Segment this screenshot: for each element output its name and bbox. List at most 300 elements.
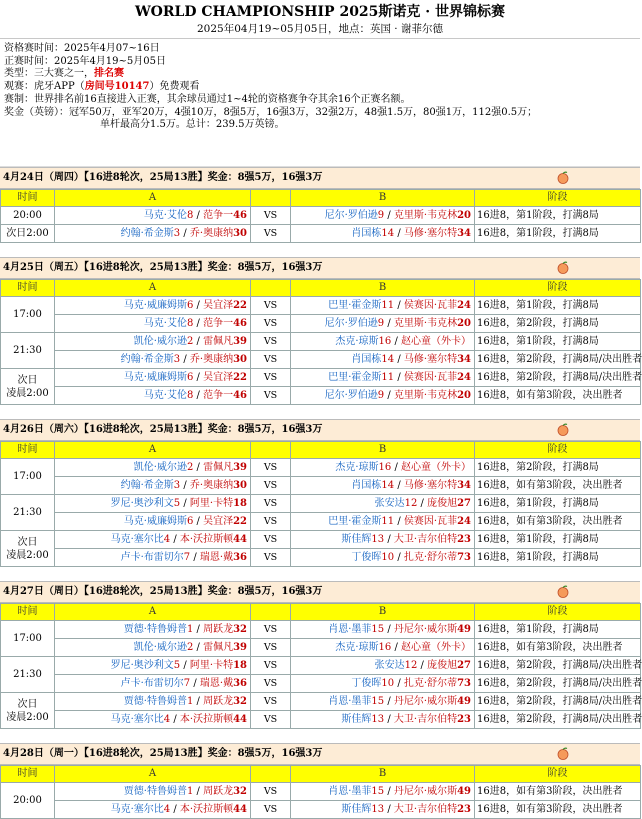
separator: / (391, 336, 401, 347)
seed-number: 15 (371, 786, 385, 797)
opponent-name: 大卫·吉尔伯特 (393, 534, 458, 545)
player-name: 肖国栋 (351, 228, 382, 239)
match-row (1, 693, 641, 711)
vs-label: VS (251, 675, 291, 693)
player-name: 尼尔·罗伯逊 (324, 210, 378, 221)
seed-number: 16 (378, 462, 392, 473)
player-a-cell (55, 801, 251, 819)
column-header-row (1, 280, 641, 297)
column-header-row (1, 766, 641, 783)
player-b-cell (291, 693, 475, 711)
vs-label: VS (251, 225, 291, 243)
day-header (0, 419, 640, 441)
rank-number: 27 (457, 498, 471, 509)
player-name: 约翰·希金斯 (120, 228, 174, 239)
rank-number: 23 (457, 804, 471, 815)
column-header-a: A (55, 604, 251, 621)
separator: / (170, 804, 180, 815)
match-row (1, 207, 641, 225)
player-name: 约翰·希金斯 (120, 480, 174, 491)
opponent-name: 范争一 (203, 318, 234, 329)
player-a-cell (55, 657, 251, 675)
player-name: 凯伦·威尔逊 (133, 462, 187, 473)
column-header-a: A (55, 190, 251, 207)
seed-number: 8 (186, 210, 194, 221)
column-header-b: B (291, 190, 475, 207)
seed-number: 2 (186, 462, 194, 473)
player-b-cell (291, 495, 475, 513)
rank-number: 32 (233, 624, 247, 635)
column-header-stage: 阶段 (475, 766, 641, 783)
seed-number: 14 (381, 480, 395, 491)
match-stage: 16进8，如有第3阶段，决出胜者 (475, 513, 641, 531)
match-time: 20:00 (1, 207, 55, 225)
player-b-cell (291, 315, 475, 333)
section-gap (0, 243, 640, 257)
match-stage: 16进8，第2阶段，打满8局/决出胜者 (475, 657, 641, 675)
separator: / (193, 516, 204, 527)
match-row (1, 333, 641, 351)
vs-label: VS (251, 711, 291, 729)
player-name: 马克·塞尔比 (110, 534, 164, 545)
player-b-cell (291, 225, 475, 243)
day-header (0, 167, 640, 189)
schedule-table (0, 189, 641, 243)
column-header-vs (251, 280, 291, 297)
player-b-cell (291, 657, 475, 675)
vs-label: VS (251, 459, 291, 477)
player-a-cell (55, 621, 251, 639)
match-time: 21:30 (1, 495, 55, 531)
rank-number: 22 (233, 516, 247, 527)
day-header-text: 4月25日（周五）【16进8轮次，25局13胜】奖金：8强5万，16强3万 (3, 262, 323, 273)
column-header-vs (251, 604, 291, 621)
match-row (1, 351, 641, 369)
peach-icon (556, 171, 570, 184)
opponent-name: 赵心童（外卡） (401, 462, 471, 473)
match-stage: 16进8，第1阶段，打满8局 (475, 225, 641, 243)
opponent-name: 吴宜泽 (203, 300, 234, 311)
player-name: 贾德·特鲁姆普 (123, 624, 187, 635)
player-name: 杰克·琼斯 (335, 336, 379, 347)
rank-number: 24 (457, 372, 471, 383)
day-header (0, 743, 640, 765)
day-header-text: 4月26日（周六）【16进8轮次，25局13胜】奖金：8强5万，16强3万 (3, 424, 323, 435)
schedule-table (0, 441, 641, 567)
match-stage: 16进8，第2阶段，打满8局/决出胜者 (475, 675, 641, 693)
match-stage: 16进8，第1阶段，打满8局 (475, 297, 641, 315)
vs-label: VS (251, 495, 291, 513)
opponent-name: 马修·塞尔特 (403, 354, 458, 365)
player-name: 肖国栋 (351, 354, 382, 365)
day-section (0, 581, 640, 729)
opponent-name: 瑞恩·戴 (199, 552, 234, 563)
vs-label: VS (251, 621, 291, 639)
separator: / (193, 624, 204, 635)
player-name: 杰克·琼斯 (335, 642, 379, 653)
player-a-cell (55, 459, 251, 477)
player-name: 马克·威廉姆斯 (123, 372, 187, 383)
player-a-cell (55, 783, 251, 801)
day-section (0, 257, 640, 405)
seed-number: 7 (183, 678, 191, 689)
day-header-text: 4月27日（周日）【16进8轮次，25局13胜】奖金：8强5万，16强3万 (3, 586, 323, 597)
separator: / (193, 300, 204, 311)
match-row (1, 549, 641, 567)
player-a-cell (55, 315, 251, 333)
column-header-b: B (291, 280, 475, 297)
player-name: 杰克·琼斯 (335, 462, 379, 473)
player-name: 斯佳辉 (341, 714, 372, 725)
column-header-a: A (55, 766, 251, 783)
player-b-cell (291, 711, 475, 729)
rank-number: 30 (233, 228, 247, 239)
player-name: 罗尼·奥沙利文 (110, 498, 174, 509)
day-header-text: 4月28日（周一）【16进8轮次，25局13胜】奖金：8强5万，16强3万 (3, 748, 323, 759)
vs-label: VS (251, 801, 291, 819)
rank-number: 22 (233, 372, 247, 383)
page-subtitle: 2025年04月19~05月05日，地点：英国 · 谢菲尔德 (197, 23, 443, 35)
vs-label: VS (251, 693, 291, 711)
separator: / (384, 390, 394, 401)
column-header-row (1, 442, 641, 459)
separator: / (394, 228, 404, 239)
separator: / (391, 642, 401, 653)
opponent-name: 吴宜泽 (203, 516, 234, 527)
seed-number: 13 (371, 534, 385, 545)
column-header-time: 时间 (1, 604, 55, 621)
player-a-cell (55, 675, 251, 693)
match-stage: 16进8，第2阶段，打满8局/决出胜者 (475, 711, 641, 729)
seed-number: 1 (186, 696, 194, 707)
rank-number: 24 (457, 516, 471, 527)
player-b-cell (291, 531, 475, 549)
player-name: 马克·威廉姆斯 (123, 516, 187, 527)
player-name: 尼尔·罗伯逊 (324, 318, 378, 329)
seed-number: 8 (186, 390, 194, 401)
opponent-name: 扎克·舒尔蒂 (403, 552, 458, 563)
match-time: 次日2:00 (1, 225, 55, 243)
seed-number: 9 (377, 390, 385, 401)
vs-label: VS (251, 513, 291, 531)
day-header-text: 4月24日（周四）【16进8轮次，25局13胜】奖金：8强5万，16强3万 (3, 172, 323, 183)
seed-number: 7 (183, 552, 191, 563)
player-a-cell (55, 351, 251, 369)
vs-label: VS (251, 531, 291, 549)
seed-number: 3 (173, 228, 181, 239)
player-a-cell (55, 711, 251, 729)
rank-number: 49 (457, 624, 471, 635)
opponent-name: 本·沃拉斯顿 (179, 804, 234, 815)
match-stage: 16进8，第1阶段，打满8局 (475, 333, 641, 351)
player-a-cell (55, 477, 251, 495)
section-gap (0, 729, 640, 743)
opponent-name: 侯赛因·瓦菲 (403, 372, 458, 383)
rank-number: 27 (457, 660, 471, 671)
match-row (1, 369, 641, 387)
separator: / (180, 480, 190, 491)
player-b-cell (291, 801, 475, 819)
seed-number: 3 (173, 480, 181, 491)
peach-icon (556, 423, 570, 436)
rank-number: 32 (233, 696, 247, 707)
rank-number: 39 (233, 336, 247, 347)
seed-number: 12 (404, 498, 418, 509)
match-time: 次日 凌晨2:00 (1, 369, 55, 405)
schedule-table (0, 765, 641, 819)
column-header-time: 时间 (1, 280, 55, 297)
player-a-cell (55, 297, 251, 315)
rank-number: 20 (457, 210, 471, 221)
match-time: 次日 凌晨2:00 (1, 693, 55, 729)
seed-number: 9 (377, 318, 385, 329)
player-name: 肖恩·墨菲 (328, 696, 372, 707)
match-row (1, 531, 641, 549)
opponent-name: 范争一 (203, 210, 234, 221)
seed-number: 16 (378, 642, 392, 653)
peach-icon (556, 261, 570, 274)
rank-number: 23 (457, 714, 471, 725)
match-time: 17:00 (1, 621, 55, 657)
match-row (1, 621, 641, 639)
seed-number: 2 (186, 336, 194, 347)
prize-line-2: 单杆最高分1.5万。总计：239.5万英镑。 (100, 119, 285, 131)
match-time: 次日 凌晨2:00 (1, 531, 55, 567)
rank-number: 44 (233, 534, 247, 545)
type-line: 类型：三大赛之一，排名赛 (4, 68, 124, 80)
separator: / (394, 480, 404, 491)
day-section (0, 167, 640, 243)
opponent-name: 乔·奥康纳 (189, 354, 234, 365)
opponent-name: 大卫·吉尔伯特 (393, 804, 458, 815)
opponent-name: 雷佩凡 (203, 462, 234, 473)
separator: / (193, 336, 204, 347)
player-name: 卢卡·布雷切尔 (120, 678, 184, 689)
separator: / (180, 660, 190, 671)
opponent-name: 丹尼尔·威尔斯 (393, 624, 458, 635)
player-b-cell (291, 297, 475, 315)
player-b-cell (291, 675, 475, 693)
schedule-sections (0, 167, 640, 819)
rank-number: 49 (457, 696, 471, 707)
match-row (1, 657, 641, 675)
separator: / (193, 210, 204, 221)
separator: / (417, 498, 428, 509)
seed-number: 11 (381, 372, 395, 383)
column-header-a: A (55, 442, 251, 459)
separator: / (190, 678, 200, 689)
player-name: 凯伦·威尔逊 (133, 642, 187, 653)
match-stage: 16进8，第2阶段，打满8局 (475, 315, 641, 333)
rank-number: 73 (457, 678, 471, 689)
vs-label: VS (251, 315, 291, 333)
match-stage: 16进8，第1阶段，打满8局 (475, 495, 641, 513)
opponent-name: 庞俊旭 (427, 660, 458, 671)
match-stage: 16进8，如有第3阶段，决出胜者 (475, 801, 641, 819)
match-time: 20:00 (1, 783, 55, 819)
opponent-name: 庞俊旭 (427, 498, 458, 509)
separator: / (180, 498, 190, 509)
seed-number: 15 (371, 624, 385, 635)
opponent-name: 侯赛因·瓦菲 (403, 516, 458, 527)
player-name: 约翰·希金斯 (120, 354, 174, 365)
match-row (1, 495, 641, 513)
seed-number: 1 (186, 786, 194, 797)
opponent-name: 侯赛因·瓦菲 (403, 300, 458, 311)
qual-time: 资格赛时间：2025年4月07~16日 (4, 43, 160, 54)
page-title: WORLD CHAMPIONSHIP 2025斯诺克 · 世界锦标赛 (134, 4, 506, 20)
column-header-time: 时间 (1, 442, 55, 459)
seed-number: 13 (371, 714, 385, 725)
rank-number: 36 (233, 552, 247, 563)
separator: / (384, 624, 394, 635)
opponent-name: 周跃龙 (203, 624, 234, 635)
match-stage: 16进8，如有第3阶段，决出胜者 (475, 387, 641, 405)
player-name: 巴里·霍金斯 (328, 372, 382, 383)
rank-number: 44 (233, 804, 247, 815)
match-stage: 16进8，第2阶段，打满8局/决出胜者 (475, 369, 641, 387)
seed-number: 9 (377, 210, 385, 221)
seed-number: 4 (163, 534, 171, 545)
match-stage: 16进8，第2阶段，打满8局 (475, 459, 641, 477)
separator: / (384, 786, 394, 797)
player-b-cell (291, 369, 475, 387)
player-name: 卢卡·布雷切尔 (120, 552, 184, 563)
player-name: 巴里·霍金斯 (328, 516, 382, 527)
vs-label: VS (251, 549, 291, 567)
player-b-cell (291, 459, 475, 477)
column-header-b: B (291, 604, 475, 621)
player-name: 肖恩·墨菲 (328, 624, 372, 635)
section-gap (0, 405, 640, 419)
opponent-name: 本·沃拉斯顿 (179, 714, 234, 725)
match-row (1, 639, 641, 657)
seed-number: 4 (163, 804, 171, 815)
seed-number: 15 (371, 696, 385, 707)
opponent-name: 克里斯·韦克林 (393, 210, 458, 221)
player-a-cell (55, 225, 251, 243)
player-name: 罗尼·奥沙利文 (110, 660, 174, 671)
peach-icon (556, 747, 570, 760)
separator: / (394, 516, 404, 527)
schedule-table (0, 279, 641, 405)
seed-number: 2 (186, 642, 194, 653)
player-name: 马克·艾伦 (143, 318, 187, 329)
rank-number: 20 (457, 318, 471, 329)
column-header-b: B (291, 766, 475, 783)
opponent-name: 大卫·吉尔伯特 (393, 714, 458, 725)
opponent-name: 乔·奥康纳 (189, 228, 234, 239)
player-name: 贾德·特鲁姆普 (123, 786, 187, 797)
column-header-row (1, 190, 641, 207)
separator: / (384, 804, 394, 815)
match-stage: 16进8，如有第3阶段，决出胜者 (475, 639, 641, 657)
opponent-name: 本·沃拉斯顿 (179, 534, 234, 545)
seed-number: 6 (186, 516, 194, 527)
rank-number: 18 (233, 498, 247, 509)
match-time: 21:30 (1, 657, 55, 693)
separator: / (180, 354, 190, 365)
match-time: 21:30 (1, 333, 55, 369)
separator: / (193, 642, 204, 653)
seed-number: 3 (173, 354, 181, 365)
player-a-cell (55, 207, 251, 225)
day-section (0, 419, 640, 567)
match-row (1, 225, 641, 243)
rank-number: 46 (233, 210, 247, 221)
player-a-cell (55, 333, 251, 351)
player-a-cell (55, 369, 251, 387)
player-name: 贾德·特鲁姆普 (123, 696, 187, 707)
column-header-stage: 阶段 (475, 442, 641, 459)
match-stage: 16进8，如有第3阶段，决出胜者 (475, 477, 641, 495)
opponent-name: 乔·奥康纳 (189, 480, 234, 491)
vs-label: VS (251, 333, 291, 351)
separator: / (180, 228, 190, 239)
rank-number: 46 (233, 318, 247, 329)
separator: / (394, 372, 404, 383)
vs-label: VS (251, 387, 291, 405)
vs-label: VS (251, 783, 291, 801)
opponent-name: 阿里·卡特 (189, 660, 234, 671)
player-name: 张安达 (374, 498, 405, 509)
match-time: 17:00 (1, 297, 55, 333)
player-a-cell (55, 387, 251, 405)
separator: / (394, 552, 404, 563)
vs-label: VS (251, 351, 291, 369)
player-b-cell (291, 351, 475, 369)
player-name: 斯佳辉 (341, 534, 372, 545)
rank-number: 36 (233, 678, 247, 689)
column-header-b: B (291, 442, 475, 459)
seed-number: 14 (381, 354, 395, 365)
player-name: 凯伦·威尔逊 (133, 336, 187, 347)
opponent-name: 赵心童（外卡） (401, 642, 471, 653)
rank-number: 34 (457, 354, 471, 365)
separator: / (170, 534, 180, 545)
rank-number: 49 (457, 786, 471, 797)
player-name: 张安达 (374, 660, 405, 671)
player-b-cell (291, 207, 475, 225)
match-row (1, 477, 641, 495)
separator: / (384, 534, 394, 545)
separator: / (190, 552, 200, 563)
rank-number: 34 (457, 228, 471, 239)
player-name: 肖国栋 (351, 480, 382, 491)
seed-number: 6 (186, 372, 194, 383)
player-a-cell (55, 531, 251, 549)
seed-number: 10 (381, 552, 395, 563)
player-b-cell (291, 333, 475, 351)
column-header-vs (251, 442, 291, 459)
match-time: 17:00 (1, 459, 55, 495)
seed-number: 13 (371, 804, 385, 815)
match-stage: 16进8，第1阶段，打满8局 (475, 531, 641, 549)
separator: / (384, 714, 394, 725)
column-header-vs (251, 766, 291, 783)
match-stage: 16进8，第2阶段，打满8局/决出胜者 (475, 351, 641, 369)
rank-number: 20 (457, 390, 471, 401)
column-header-row (1, 604, 641, 621)
rank-number: 30 (233, 354, 247, 365)
match-row (1, 783, 641, 801)
rank-number: 32 (233, 786, 247, 797)
player-name: 马克·艾伦 (143, 390, 187, 401)
separator: / (193, 372, 204, 383)
opponent-name: 扎克·舒尔蒂 (403, 678, 458, 689)
match-row (1, 315, 641, 333)
player-name: 巴里·霍金斯 (328, 300, 382, 311)
